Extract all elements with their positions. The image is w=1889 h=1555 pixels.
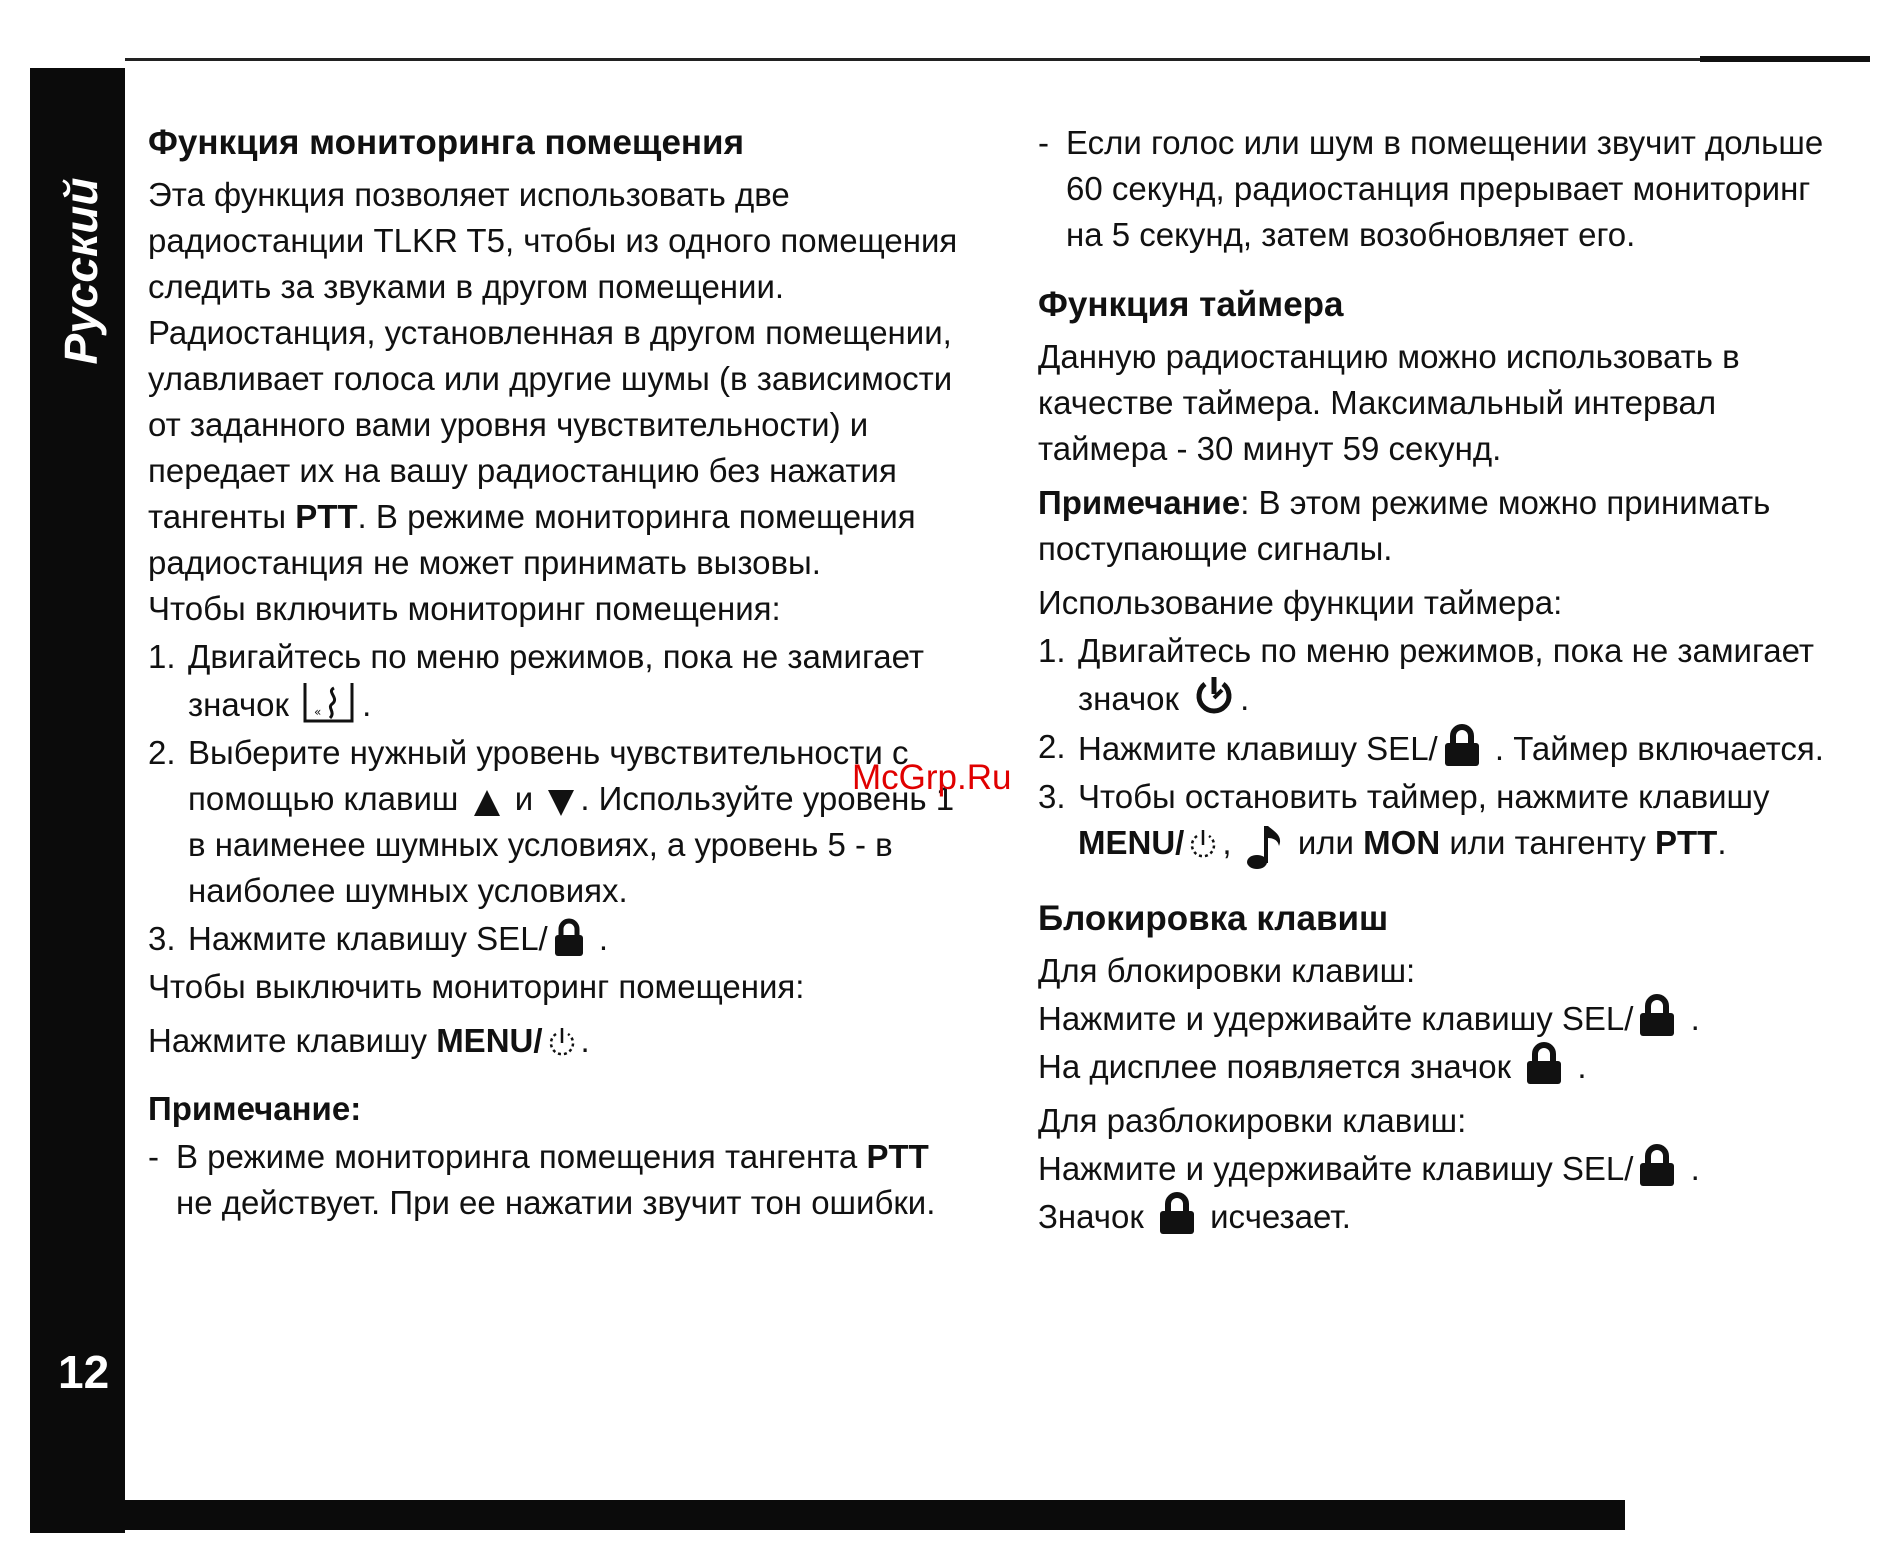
power-icon: [547, 1026, 577, 1060]
top-rule: [125, 58, 1870, 61]
timer-note: Примечание: В этом режиме можно принимать поступающие сигналы.: [1038, 484, 1771, 567]
lock-intro: Для блокировки клавиш:: [1038, 952, 1416, 989]
room-monitor-icon: [302, 680, 358, 724]
timer-step-3: 3. Чтобы остановить таймер, нажмите клавишу MENU/ , или MON или тангенту PTT.: [1038, 774, 1848, 872]
disable-step: Нажмите клавишу MENU/ .: [148, 1022, 590, 1059]
enable-steps: [148, 634, 968, 962]
bottom-rule: [30, 1500, 1625, 1530]
lock-icon: [1442, 724, 1482, 768]
timer-heading: Функция таймера: [1038, 285, 1344, 324]
power-icon: [1188, 828, 1218, 862]
lock-icon: [552, 918, 586, 958]
watermark: McGrp.Ru: [852, 758, 1012, 797]
timer-step-2: 2. Нажмите клавишу SEL/ . Таймер включается.: [1038, 724, 1848, 772]
lock-icon: [1637, 994, 1677, 1038]
room-monitor-heading: Функция мониторинга помещения: [148, 123, 744, 162]
notes-list-continued: [1038, 120, 1848, 258]
music-note-icon: [1245, 822, 1285, 872]
timer-intro: Использование функции таймера:: [1038, 584, 1563, 621]
lock-icon: [1524, 1042, 1564, 1086]
step-1: 1. Двигайтесь по меню режимов, пока не замигает значок « .: [148, 638, 924, 723]
lock-result: На дисплее появляется значок .: [1038, 1042, 1848, 1090]
step-3: 3. Нажмите клавишу SEL/ .: [148, 920, 609, 957]
unlock-result: Значок исчезает.: [1038, 1192, 1848, 1240]
unlock-intro: Для разблокировки клавиш:: [1038, 1102, 1467, 1139]
timer-description: Данную радиостанцию можно использовать в качестве таймера. Максимальный интервал таймера - 30 минут 59 секунд.: [1038, 338, 1740, 467]
page-number: 12: [58, 1346, 110, 1398]
timer-steps: [1038, 628, 1848, 872]
down-arrow-icon: [546, 788, 576, 818]
lock-step: Нажмите и удерживайте клавишу SEL/ .: [1038, 994, 1848, 1042]
disable-intro: Чтобы выключить мониторинг помещения:: [148, 968, 805, 1005]
room-monitor-description: Эта функция позволяет использовать две радиостанции TLKR T5, чтобы из одного помещения следить за звуками в другом помещении. Радиостанция, установленная в другом помещении, улавливает голоса или другие шумы (в зависимости от заданного вами уровня чувствительности) и передает их на вашу радиостанцию без нажатия тангенты PTT. В режиме мониторинга помещения радиостанция не может принимать вызовы.: [148, 176, 958, 581]
note-item: - Если голос или шум в помещении звучит дольше 60 секунд, радиостанция прерывает мониторинг на 5 секунд, затем возобновляет его.: [1038, 124, 1824, 253]
lock-icon: [1157, 1192, 1197, 1236]
right-column: [1038, 120, 1848, 1240]
note-item: - В режиме мониторинга помещения тангента PTT не действует. При ее нажатии звучит тон ошибки.: [148, 1138, 936, 1221]
left-column: [148, 120, 968, 1228]
unlock-step: Нажмите и удерживайте клавишу SEL/ .: [1038, 1144, 1848, 1192]
timer-step-1: 1. Двигайтесь по меню режимов, пока не замигает значок .: [1038, 632, 1814, 717]
svg-text:«: «: [314, 705, 322, 719]
notes-list: [148, 1134, 968, 1226]
enable-intro: Чтобы включить мониторинг помещения:: [148, 590, 781, 627]
lock-icon: [1637, 1144, 1677, 1188]
up-arrow-icon: [472, 788, 502, 818]
top-rule-accent: [1700, 56, 1870, 62]
timer-icon: [1192, 674, 1236, 718]
step-2: 2. Выберите нужный уровень чувствительности с помощью клавиш и . Используйте уровень 1 в наименее шумных условиях, а уровень 5 - в наиболее шумных условиях.: [148, 734, 955, 909]
language-label: Русский: [55, 177, 107, 365]
note-title: Примечание:: [148, 1090, 362, 1127]
keylock-heading: Блокировка клавиш: [1038, 899, 1389, 938]
